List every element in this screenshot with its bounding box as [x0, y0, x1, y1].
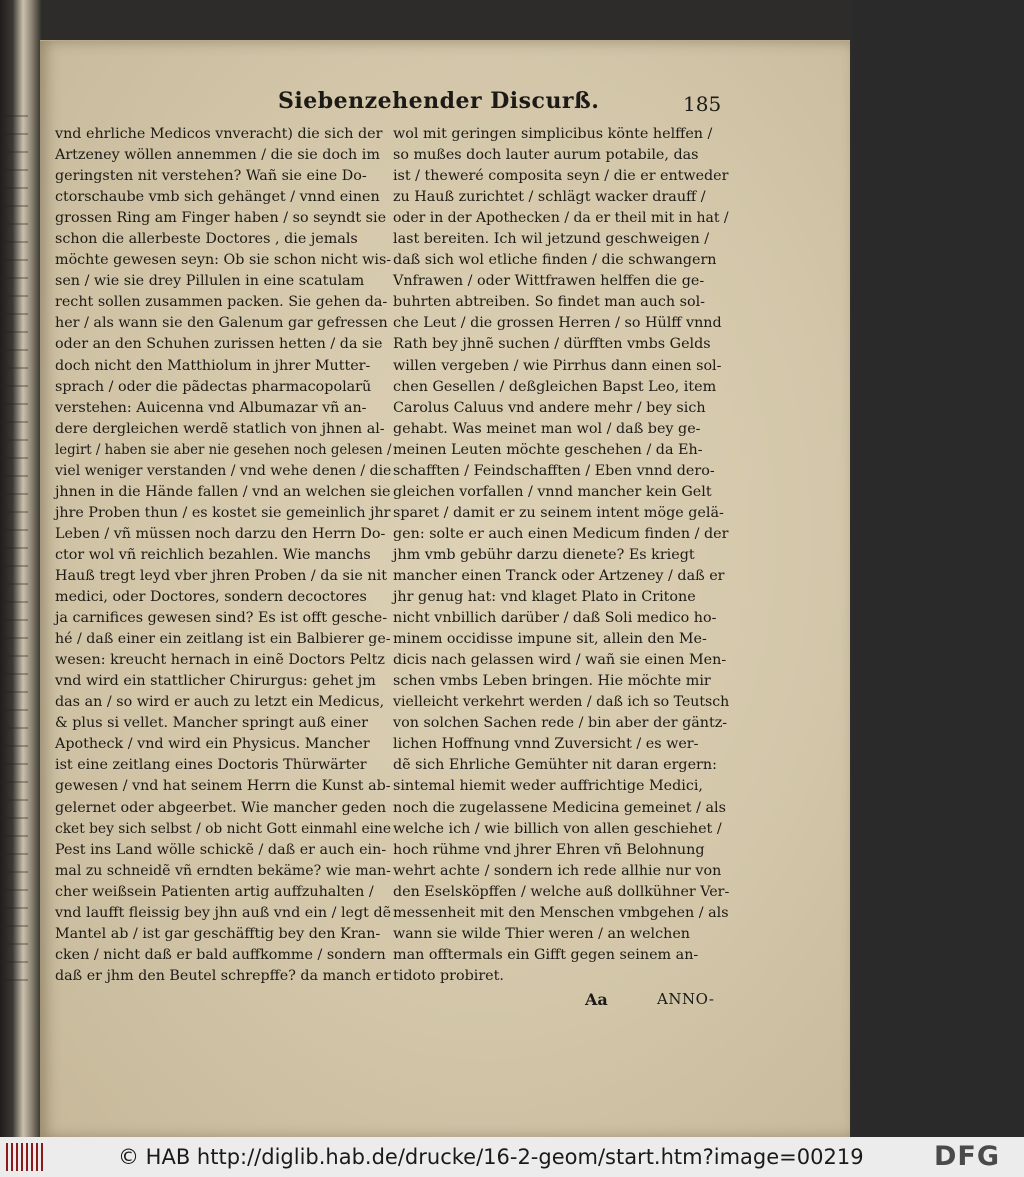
text-line: verstehen: Auicenna vnd Albumazar vñ an-	[55, 399, 367, 416]
text-line: Artzeney wöllen annemmen / die sie doch im	[55, 147, 380, 164]
text-line: jhm vmb gebühr darzu dienete? Es kriegt	[393, 546, 695, 563]
text-line: gewesen / vnd hat seinem Herrn die Kunst ab-	[55, 778, 391, 795]
footer-bar	[0, 1137, 1024, 1177]
text-line: gen: solte er auch einen Medicum finden / der	[393, 525, 729, 542]
text-line: sen / wie sie drey Pillulen in eine scatulam	[55, 273, 365, 290]
text-line: Hauß tregt leyd vber jhren Proben / da sie nit	[55, 567, 387, 584]
text-line: schon die allerbeste Doctores , die jemals	[55, 231, 358, 248]
text-line: vnd ehrliche Medicos vnveracht) die sich der	[55, 126, 383, 142]
text-line: dẽ sich Ehrliche Gemühter nit daran ergern:	[393, 757, 717, 774]
text-line: man offtermals ein Gifft gegen seinem an-	[393, 946, 699, 963]
adjacent-page-text-edge	[4, 115, 28, 985]
text-line: jhnen in die Hände fallen / vnd an welchen sie	[55, 483, 391, 500]
hab-barcode-logo	[6, 1143, 46, 1171]
text-line: möchte gewesen seyn: Ob sie schon nicht wis-	[55, 252, 392, 269]
text-line: den Eselsköpffen / welche auß dollkühner Ver-	[393, 883, 730, 900]
text-line: tidoto probiret.	[393, 967, 504, 984]
text-line: ctor wol vñ reichlich bezahlen. Wie manchs	[55, 546, 371, 563]
text-line: so mußes doch lauter aurum potabile, das	[393, 147, 699, 164]
text-line: nicht vnbillich darüber / daß Soli medico ho-	[393, 610, 717, 627]
text-line: cher weißsein Patienten artig auffzuhalten /	[55, 883, 374, 900]
text-line: mal zu schneidẽ vñ erndten bekäme? wie man-	[55, 862, 391, 879]
text-line: vnd laufft fleissig bey jhn auß vnd ein / legt dẽ	[55, 904, 392, 921]
text-line: grossen Ring am Finger haben / so seyndt sie	[55, 210, 387, 227]
text-line: buhrten abtreiben. So findet man auch sol-	[393, 294, 705, 311]
text-line: messenheit mit den Menschen vmbgehen / als	[393, 904, 729, 921]
footer-attribution[interactable]: © HAB http://diglib.hab.de/drucke/16-2-geom/start.htm?image=00219	[118, 1145, 864, 1169]
page-number: 185	[683, 92, 722, 116]
text-line: vielleicht verkehrt werden / daß ich so Teutsch	[393, 694, 730, 711]
text-line: mancher einen Tranck oder Artzeney / daß er	[393, 567, 725, 584]
signature-mark: Aa	[585, 990, 608, 1009]
text-line: her / als wann sie den Galenum gar gefressen	[55, 315, 388, 332]
text-line: jhr genug hat: vnd klaget Plato in Critone	[393, 589, 696, 606]
text-line: daß er jhm den Beutel schrepffe? da manch er	[55, 967, 391, 984]
text-line: wann sie wilde Thier weren / an welchen	[393, 925, 691, 942]
book-spine-edge	[0, 0, 42, 1137]
scan-background	[852, 0, 1024, 1137]
text-line: gelernet oder abgeerbet. Wie mancher geden	[55, 799, 387, 816]
text-line: Leben / vñ müssen noch darzu den Herrn Do-	[55, 525, 386, 542]
text-line: doch nicht den Matthiolum in jhrer Mutter-	[55, 357, 371, 374]
text-line: legirt / haben sie aber nie gesehen noch gelesen /	[55, 441, 392, 458]
text-line: vnd wird ein stattlicher Chirurgus: gehet jm	[55, 673, 376, 690]
text-line: sprach / oder die pãdectas pharmacopolarũ	[55, 378, 372, 395]
text-line: ist eine zeitlang eines Doctoris Thürwärter	[55, 757, 367, 774]
text-line: Vnfrawen / oder Wittfrawen helffen die ge-	[393, 273, 705, 290]
text-line: oder an den Schuhen zurissen hetten / da sie	[55, 336, 383, 353]
text-line: gleichen vorfallen / vnnd mancher kein Gelt	[393, 483, 712, 500]
text-line: geringsten nit verstehen? Wañ sie eine Do-	[55, 168, 367, 185]
text-line: hé / daß einer ein zeitlang ist ein Balbierer ge-	[55, 631, 391, 648]
text-line: che Leut / die grossen Herren / so Hülff vnnd	[393, 315, 722, 332]
dfg-logo: DFG	[934, 1141, 1001, 1172]
text-line: Mantel ab / ist gar geschäfftig bey den Kran-	[55, 925, 381, 942]
text-line: cken / nicht daß er bald auffkomme / sondern	[55, 946, 386, 963]
text-line: last bereiten. Ich wil jetzund geschweigen /	[393, 231, 710, 248]
text-line: sintemal hiemit weder auffrichtige Medici,	[393, 778, 703, 795]
text-column-left	[55, 124, 393, 987]
text-line: viel weniger verstanden / vnd wehe denen / die	[55, 462, 392, 479]
text-line: minem occidisse impune sit, allein den Me-	[393, 631, 707, 648]
text-line: Apotheck / vnd wird ein Physicus. Mancher	[55, 736, 370, 753]
catchword: ANNO-	[657, 990, 715, 1008]
text-line: wesen: kreucht hernach in einẽ Doctors Peltz	[55, 652, 385, 669]
text-line: Rath bey jhnẽ suchen / dürfften vmbs Gelds	[393, 336, 711, 353]
text-line: Pest ins Land wölle schickẽ / daß er auch ein-	[55, 841, 387, 858]
text-line: hoch rühme vnd jhrer Ehren vñ Belohnung	[393, 841, 705, 858]
text-line: & plus si vellet. Mancher springt auß einer	[55, 715, 369, 732]
text-line: willen vergeben / wie Pirrhus dann einen sol-	[393, 357, 722, 374]
text-line: Carolus Caluus vnd andere mehr / bey sich	[393, 399, 706, 416]
text-line: gehabt. Was meinet man wol / daß bey ge-	[393, 420, 701, 437]
text-line: medici, oder Doctores, sondern decoctores	[55, 589, 367, 606]
text-line: oder in der Apothecken / da er theil mit in hat /	[393, 210, 729, 227]
text-line: meinen Leuten möchte geschehen / da Eh-	[393, 441, 703, 458]
text-line: sparet / damit er zu seinem intent möge gelä-	[393, 504, 724, 521]
text-line: ist / theweré composita seyn / die er entweder	[393, 168, 729, 185]
text-line: noch die zugelassene Medicina gemeinet / als	[393, 799, 726, 816]
text-line: schen vmbs Leben bringen. Hie möchte mir	[393, 673, 711, 690]
text-line: chen Gesellen / deßgleichen Bapst Leo, item	[393, 378, 717, 395]
text-line: das an / so wird er auch zu letzt ein Medicus,	[55, 694, 385, 711]
text-line: wehrt achte / sondern ich rede allhie nur von	[393, 862, 722, 879]
text-column-right	[393, 124, 731, 987]
text-line: daß sich wol etliche finden / die schwangern	[393, 252, 717, 269]
text-line: jhre Proben thun / es kostet sie gemeinlich jhr	[55, 504, 391, 521]
text-line: dere dergleichen werdẽ statlich von jhnen al-	[55, 420, 385, 437]
text-line: wol mit geringen simplicibus könte helffen /	[393, 126, 713, 142]
text-line: recht sollen zusammen packen. Sie gehen da-	[55, 294, 388, 311]
text-line: cket bey sich selbst / ob nicht Gott einmahl eine	[55, 820, 392, 837]
text-line: lichen Hoffnung vnnd Zuversicht / es wer-	[393, 736, 699, 753]
text-line: schafften / Feindschafften / Eben vnnd dero-	[393, 462, 715, 479]
text-line: zu Hauß zurichtet / schlägt wacker drauff /	[393, 189, 706, 206]
running-head: Siebenzehender Discurß.	[278, 88, 600, 114]
text-line: ctorschaube vmb sich gehänget / vnnd einen	[55, 189, 380, 206]
text-line: von solchen Sachen rede / bin aber der gäntz-	[393, 715, 728, 732]
text-line: welche ich / wie billich von allen geschiehet /	[393, 820, 722, 837]
text-line: ja carnifices gewesen sind? Es ist offt gesche-	[55, 610, 388, 627]
text-line: dicis nach gelassen wird / wañ sie einen Men-	[393, 652, 727, 669]
